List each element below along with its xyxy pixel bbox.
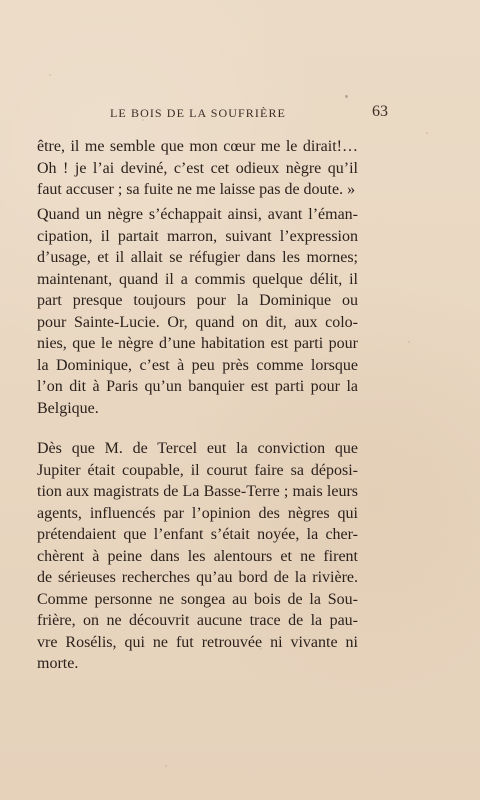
text-line: pour Sainte-Lucie. Or, quand on dit, aux colo-: [37, 313, 358, 331]
running-title: LE BOIS DE LA SOUFRIÈRE: [110, 106, 286, 120]
text-line: vre Rosélis, qui ne fut retrouvée ni vivante ni: [37, 633, 358, 651]
text-line: morte.: [37, 655, 79, 672]
text-line: l’on dit à Paris qu’un banquier est parti pour la: [37, 378, 358, 395]
running-header: [110, 103, 388, 123]
text-line: Belgique.: [37, 399, 99, 417]
text-line: la Dominique, c’est à peu près comme lorsque: [37, 356, 358, 374]
paragraph: [37, 136, 358, 201]
paper-speck: [426, 132, 428, 134]
text-line: nies, que le nègre d’une habitation est parti pour: [37, 335, 358, 352]
text-line: être, il me semble que mon cœur me le dirait!…: [37, 138, 358, 155]
text-line: part presque toujours pour la Dominique ou: [37, 292, 358, 309]
text-line: cipation, il partait marron, suivant l’expression: [37, 227, 358, 245]
text-line: prétendaient que l’enfant s’était noyée, la cher-: [37, 526, 358, 543]
text-line: Quand un nègre s’échappait ainsi, avant l’éman-: [37, 206, 358, 223]
text-line: d’usage, et il allait se réfugier dans les mornes;: [37, 249, 358, 266]
text-line: chèrent à peine dans les alentours et ne firent: [37, 547, 358, 565]
paragraph: [37, 204, 358, 419]
text-line: maintenant, quand il a commis quelque délit, il: [37, 270, 358, 288]
page-number: 63: [372, 103, 388, 120]
paragraph: [37, 438, 358, 675]
text-line: frière, on ne découvrit aucune trace de la pau-: [37, 612, 358, 629]
text-line: tion aux magistrats de La Basse-Terre ; mais leurs: [37, 483, 358, 500]
text-line: Dès que M. de Tercel eut la conviction que: [37, 440, 358, 457]
paper-speck: [49, 74, 51, 76]
paper-speck: [165, 765, 167, 767]
text-line: de sérieuses recherches qu’au bord de la rivière.: [37, 569, 358, 586]
text-line: faut accuser ; sa fuite ne me laisse pas de doute. »: [37, 181, 356, 198]
page-mark: [345, 95, 348, 98]
text-line: Comme personne ne songea au bois de la Sou-: [37, 590, 358, 608]
text-line: Jupiter était coupable, il courut faire sa déposi-: [37, 461, 358, 479]
paper-speck: [408, 341, 410, 343]
text-line: Oh ! je l’ai deviné, c’est cet odieux nègre qu’il: [37, 159, 358, 177]
text-line: agents, influencés par l’opinion des nègres qui: [37, 504, 358, 522]
